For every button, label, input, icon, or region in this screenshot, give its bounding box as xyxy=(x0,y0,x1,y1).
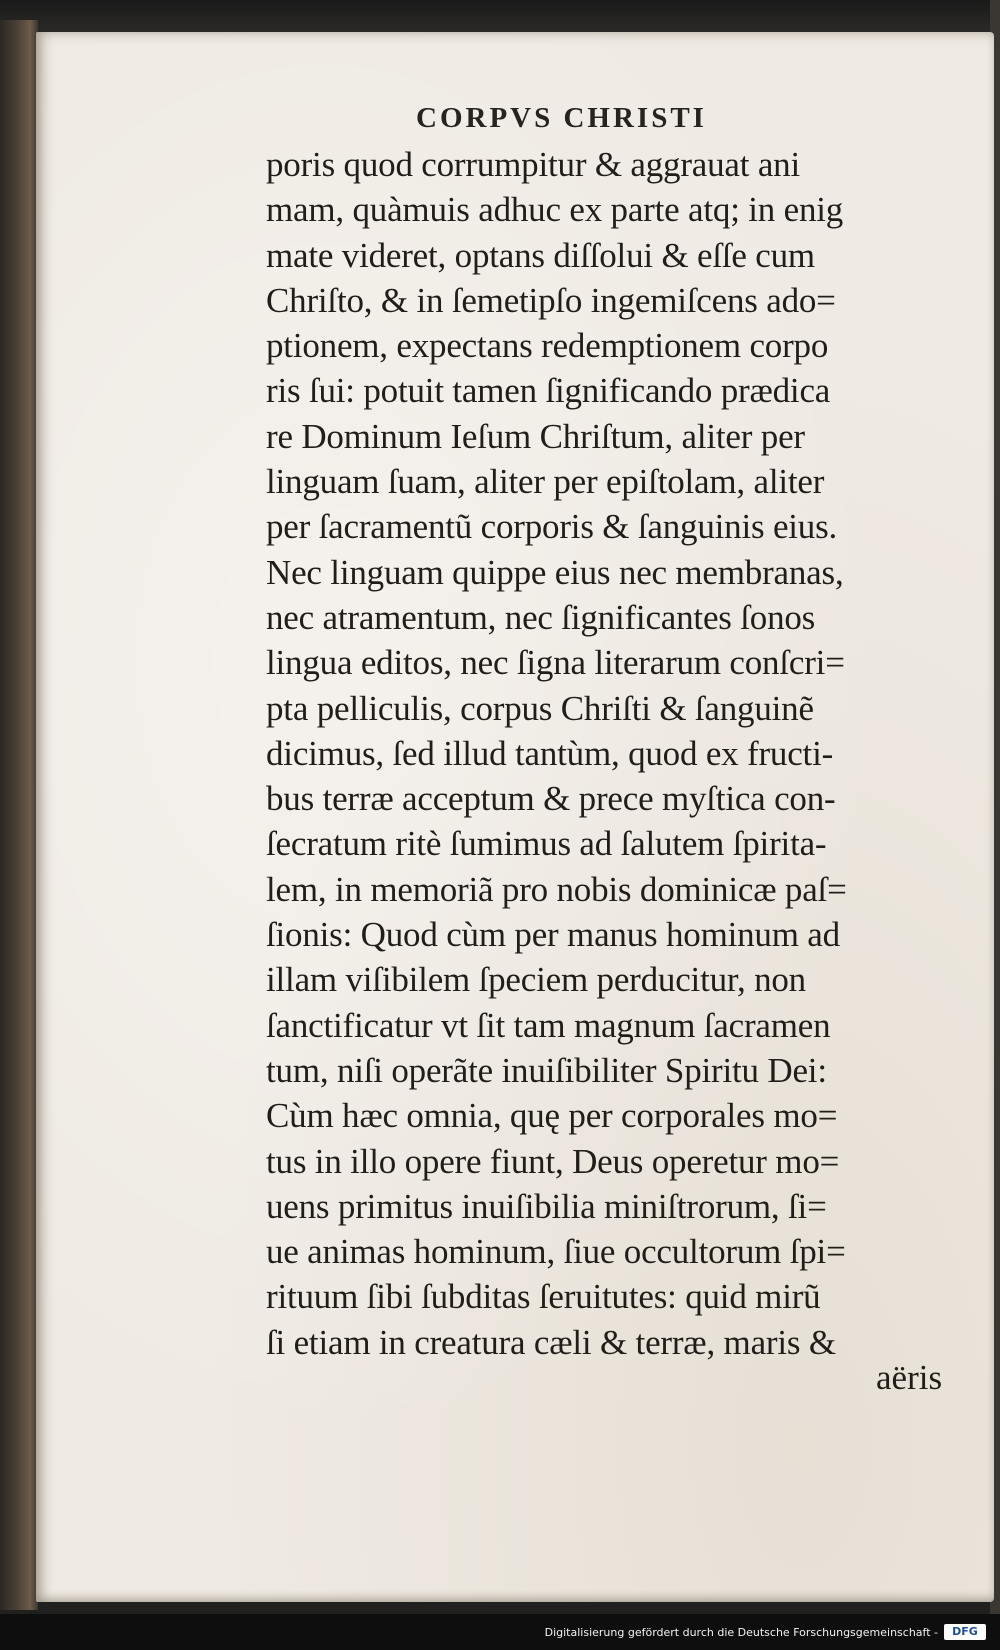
book-spine-edge xyxy=(0,20,38,1610)
text-line: ptionem, expectans redemptionem corpo xyxy=(266,326,829,366)
text-line: illam viſibilem ſpeciem perducitur, non xyxy=(266,960,806,1000)
text-line: ſi etiam in creatura cæli & terræ, maris & xyxy=(266,1322,836,1362)
text-line: ſanctificatur vt ſit tam magnum ſacramen xyxy=(266,1005,831,1045)
text-line: ſionis: Quod cùm per manus hominum ad xyxy=(266,915,840,955)
text-line: lem, in memoriã pro nobis dominicæ paſ= xyxy=(266,869,847,909)
text-line: Chriſto, & in ſemetipſo ingemiſcens ado= xyxy=(266,280,836,320)
text-line: poris quod corrumpitur & aggrauat ani xyxy=(266,145,800,184)
text-line: tum, niſi operãte inuiſibiliter Spiritu Dei: xyxy=(266,1050,827,1090)
text-line: pta pelliculis, corpus Chriſti & ſanguinẽ xyxy=(266,688,814,728)
text-line: tus in illo opere fiunt, Deus operetur mo= xyxy=(266,1141,840,1181)
top-book-edge xyxy=(0,0,1000,36)
text-line: ſecratum ritè ſumimus ad ſalutem ſpirita- xyxy=(266,824,827,864)
text-line: rituum ſibi ſubditas ſeruitutes: quid mirũ xyxy=(266,1277,821,1317)
text-line: nec atramentum, nec ſignificantes ſonos xyxy=(266,597,816,637)
text-line: bus terræ acceptum & prece myſtica con- xyxy=(266,779,836,819)
text-line: Cùm hæc omnia, quę per corporales mo= xyxy=(266,1096,838,1136)
running-head: CORPVS CHRISTI xyxy=(416,102,707,134)
text-line: uens primitus inuiſibilia miniſtrorum, ſi= xyxy=(266,1186,827,1226)
text-line: per ſacramentũ corporis & ſanguinis eius. xyxy=(266,507,838,547)
catchword: aëris xyxy=(876,1358,943,1397)
text-line: ris ſui: potuit tamen ſignificando prædica xyxy=(266,371,831,411)
body-text xyxy=(266,142,966,1365)
dfg-logo: DFG xyxy=(944,1624,986,1640)
text-line: re Dominum Ieſum Chriſtum, aliter per xyxy=(266,416,805,456)
text-line: Nec linguam quippe eius nec membranas, xyxy=(266,552,844,592)
text-line: mam, quàmuis adhuc ex parte atq; in enig xyxy=(266,190,844,230)
footer-credit: Digitalisierung gefördert durch die Deutsche Forschungsgemeinschaft - xyxy=(544,1626,938,1639)
text-line: lingua editos, nec ſigna literarum conſcri= xyxy=(266,643,845,683)
text-line: dicimus, ſed illud tantùm, quod ex fructi- xyxy=(266,733,834,773)
text-line: ue animas hominum, ſiue occultorum ſpi= xyxy=(266,1232,846,1272)
text-line: mate videret, optans diſſolui & eſſe cum xyxy=(266,235,815,275)
text-line: linguam ſuam, aliter per epiſtolam, aliter xyxy=(266,462,825,502)
